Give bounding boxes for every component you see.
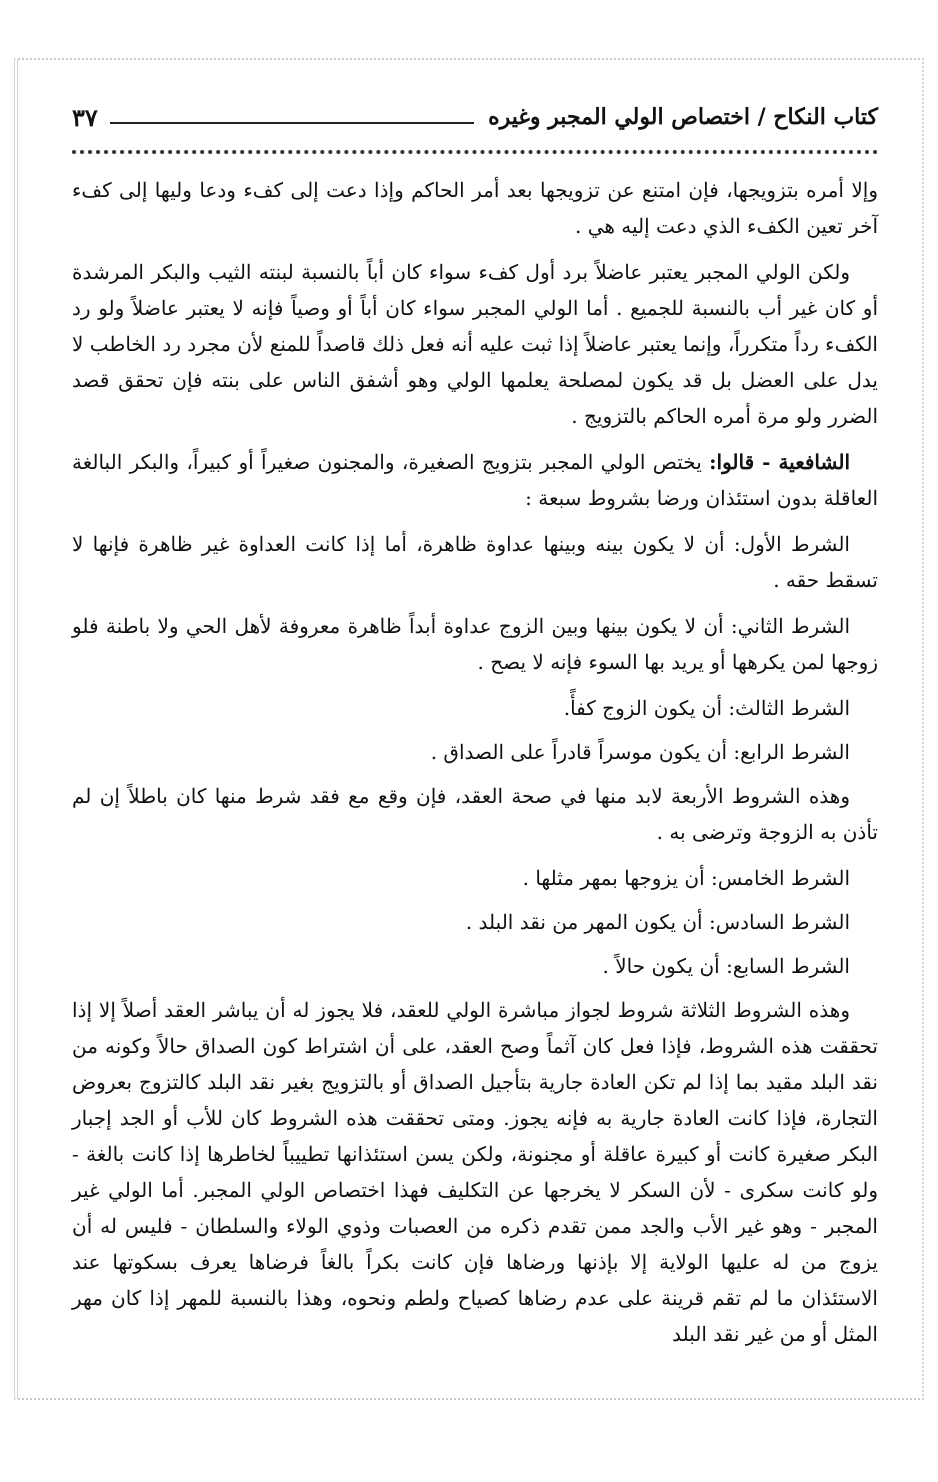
paragraph-shafii [72, 444, 878, 516]
paragraph-conditions-note: وهذه الشروط الأربعة لابد منها في صحة العقد، فإن وقع مع فقد شرط منها كان باطلاً إن لم تأذن به الزوجة وترضى به . [72, 784, 878, 844]
header-dotted-divider [72, 142, 878, 154]
page-number: ٣٧ [72, 102, 98, 132]
header-title: كتاب النكاح / اختصاص الولي المجبر وغيره [488, 104, 878, 130]
paragraph-final: وهذه الشروط الثلاثة شروط لجواز مباشرة الولي للعقد، فلا يجوز له أن يباشر العقد أصلاً إلا إذا تحققت هذه الشروط، فإذا فعل كان آثماً وصح العقد، على أن اشتراط كون الصداق حالاً وكونه من نقد البلد مقيد بما إذا لم تكن العادة جارية بتأجيل الصداق أو بالتزويج بغير نقد البلد كالتزوج بعروض التجارة، فإذا كانت العادة جارية به فإنه يجوز. ومتى تحققت هذه الشروط كان للأب أو الجد إجبار البكر صغيرة كانت أو كبيرة عاقلة أو مجنونة، ولكن يسن استئذانها تطييباً لخاطرها إذا كانت بالغة - ولو كانت سكرى - لأن السكر لا يخرجها عن التكليف فهذا اختصاص الولي المجبر. أما الولي غير المجبر - وهو غير الأب والجد ممن تقدم ذكره من العصبات وذوي الولاء والسلطان - فليس له أن يزوج من له عليها الولاية إلا بإذنها ورضاها فإن كانت بكراً بالغاً فرضاها يعرف بسكوتها عند الاستئذان ما لم تقم قرينة على عدم رضاها كصياح ولطم ونحوه، وهذا بالنسبة للمهر إذا كان مهر المثل أو من غير نقد البلد [72, 998, 879, 1346]
paragraph-1: وإلا أمره بتزويجها، فإن امتنع عن تزويجها بعد أمر الحاكم وإذا دعت إلى كفء ودعا وليها إلى كفء آخر تعين الكفء الذي دعت إليه هي . [72, 178, 878, 238]
header-rule [110, 122, 474, 124]
paragraph-2: ولكن الولي المجبر يعتبر عاضلاً برد أول كفء سواء كان أباً بالنسبة لبنته الثيب والبكر المرشدة أو كان غير أب بالنسبة للجميع . أما الولي المجبر سواء كان أباً أو وصياً فإنه لا يعتبر عاضلاً ولو رد الكفء رداً متكرراً، وإنما يعتبر عاضلاً إذا ثبت عليه أنه فعل ذلك قاصداً للمنع لأن مجرد رد الخاطب لا يدل على العضل بل قد يكون لمصلحة يعلمها الولي وهو أشفق الناس على بنته فإن تحقق قصد الضرر ولو مرة أمره الحاكم بالتزويج . [72, 260, 878, 428]
condition-2: الشرط الثاني: أن لا يكون بينها وبين الزوج عداوة أبداً ظاهرة معروفة لأهل الحي ولا باطنة فلو زوجها لمن يكرهها أو يريد بها السوء فإنه لا يصح . [72, 614, 878, 674]
running-header [72, 92, 878, 142]
condition-4: الشرط الرابع: أن يكون موسراً قادراً على الصداق . [430, 740, 850, 764]
shafii-label: الشافعية - قالوا: [709, 450, 850, 474]
page-content [72, 92, 878, 1362]
condition-1: الشرط الأول: أن لا يكون بينه وبينها عداوة ظاهرة، أما إذا كانت العداوة غير ظاهرة فإنها لا تسقط حقه . [72, 532, 878, 592]
condition-5: الشرط الخامس: أن يزوجها بمهر مثلها . [522, 866, 850, 890]
condition-6: الشرط السادس: أن يكون المهر من نقد البلد . [465, 910, 850, 934]
condition-3: الشرط الثالث: أن يكون الزوج كفأً. [563, 696, 850, 720]
shafii-text: يختص الولي المجبر بتزويج الصغيرة، والمجنون صغيراً أو كبيراً، والبكر البالغة العاقلة بدون استئذان ورضا بشروط سبعة : [72, 450, 878, 510]
condition-7: الشرط السابع: أن يكون حالاً . [602, 954, 850, 978]
